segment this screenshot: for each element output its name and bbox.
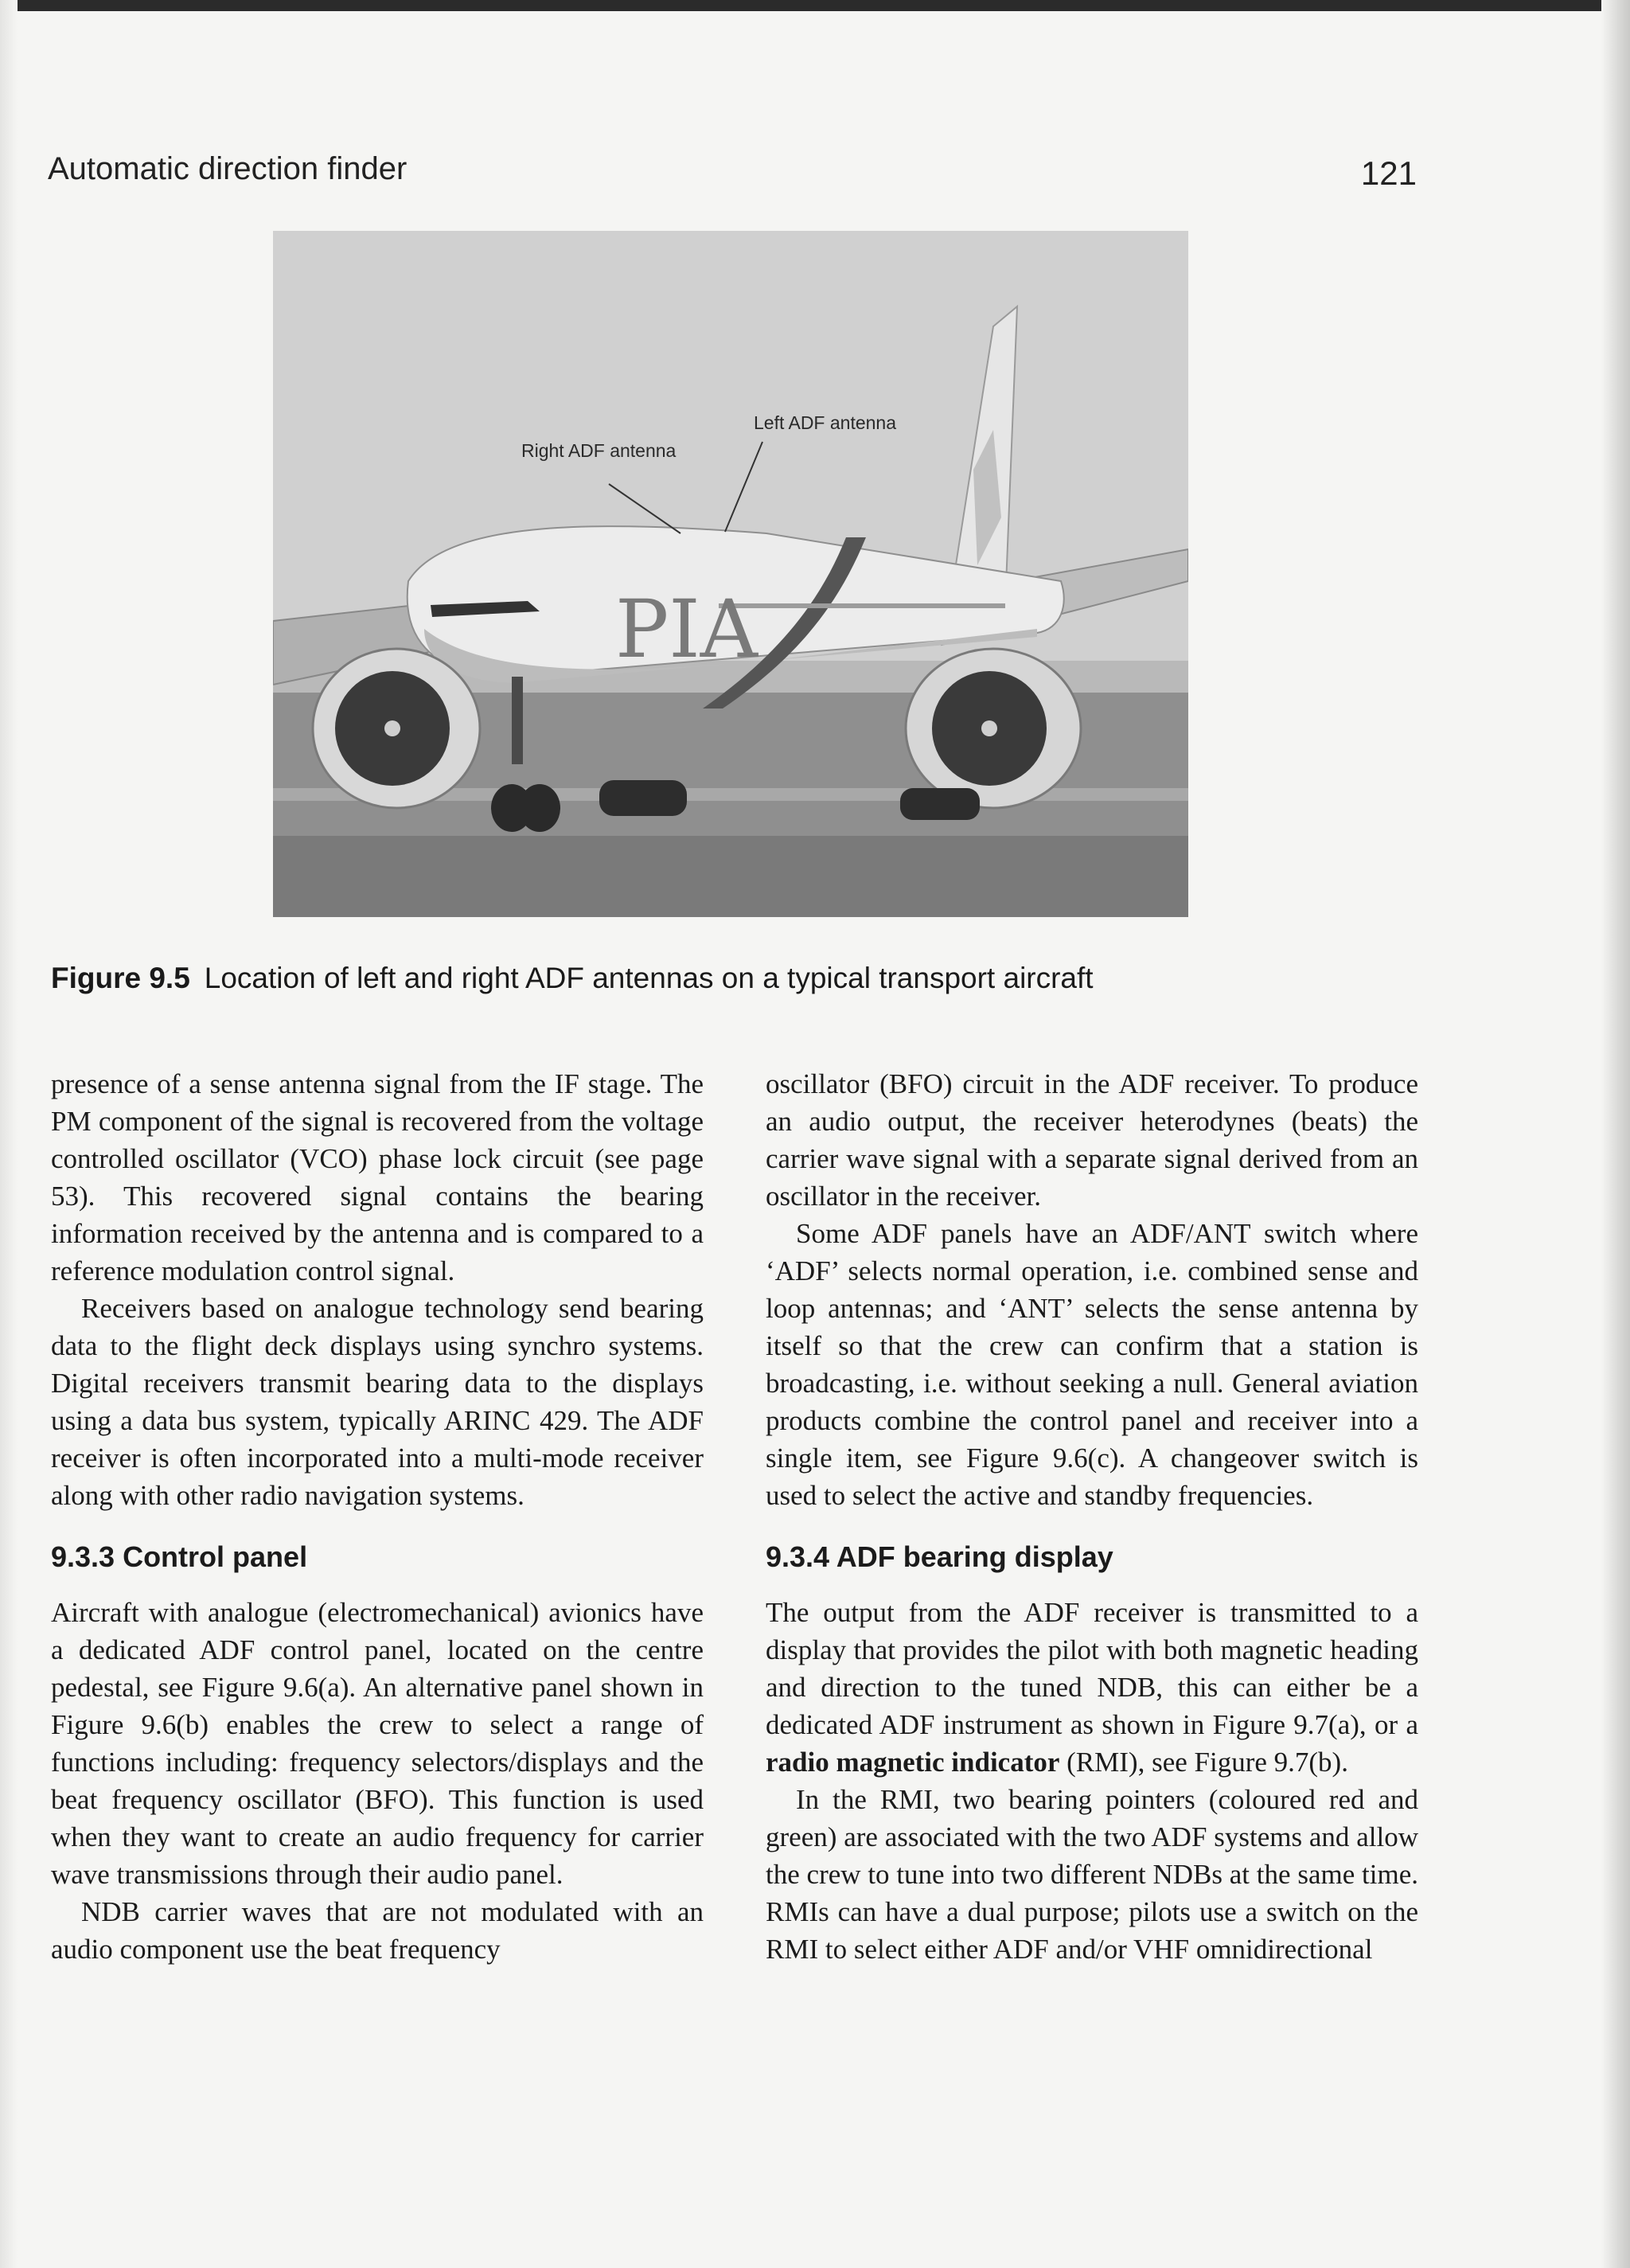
- figure-caption-text: Location of left and right ADF antennas on a typical transport aircraft: [204, 962, 1094, 994]
- running-title: Automatic direction finder: [48, 151, 408, 186]
- section-heading: 9.3.4 ADF bearing display: [766, 1540, 1113, 1573]
- section-heading: 9.3.3 Control panel: [51, 1540, 308, 1573]
- figure-caption: [51, 962, 1404, 995]
- paragraph-text: The output from the ADF receiver is transmitted to a display that provides the pilot with both magnetic heading and direction to the tuned NDB, this can either be a dedicated ADF instrument as shown in Figure 9.7(a), or a: [766, 1597, 1418, 1740]
- paragraph: Receivers based on analogue technology send bearing data to the flight deck displays using synchro systems. Digital receivers transmit bearing data to the displays using a data bus system, typically ARINC 429. The ADF receiver is often incorporated into a multi-mode receiver along with other radio navigation systems.: [51, 1293, 704, 1511]
- left-column: [51, 1065, 704, 1968]
- paragraph: presence of a sense antenna signal from the IF stage. The PM component of the signal is recovered from the voltage controlled oscillator (VCO) phase lock circuit (see page 53). This recovered signal contains the bearing information received by the antenna and is compared to a reference modulation control signal.: [51, 1068, 704, 1286]
- aircraft-illustration: [273, 231, 1188, 917]
- scan-edge-left: [0, 0, 18, 2268]
- aircraft-photo: [273, 231, 1188, 917]
- label-right-adf-antenna: Right ADF antenna: [521, 440, 677, 461]
- paragraph: In the RMI, two bearing pointers (coloured red and green) are associated with the two ADF systems and allow the crew to tune into two different NDBs at the same time. RMIs can have a dual purpose; pilots use a switch on the RMI to select either ADF and/or VHF omnidirectional: [766, 1784, 1418, 1965]
- figure-number: Figure 9.5: [51, 962, 190, 994]
- paragraph: Aircraft with analogue (electromechanical) avionics have a dedicated ADF control panel, located on the centre pedestal, see Figure 9.6(a). An alternative panel shown in Figure 9.6(b) enables the crew to select a range of functions including: frequency selectors/displays and the beat frequency oscillator (BFO). This function is used when they want to create an audio frequency for carrier wave transmissions through their audio panel.: [51, 1597, 704, 1890]
- page-number: 121: [1360, 154, 1417, 192]
- paragraph: Some ADF panels have an ADF/ANT switch where ‘ADF’ selects normal operation, i.e. combined sense and loop antennas; and ‘ANT’ selects the sense antenna by itself so that the crew can confirm that a station is broadcasting, i.e. without seeking a null. General aviation products combine the control panel and receiver into a single item, see Figure 9.6(c). A changeover switch is used to select the active and standby frequencies.: [766, 1218, 1418, 1511]
- scan-edge-top: [0, 0, 1630, 11]
- paragraph: [766, 1594, 1418, 1781]
- running-header: [48, 151, 1417, 199]
- paragraph: NDB carrier waves that are not modulated with an audio component use the beat frequency: [51, 1896, 704, 1965]
- bold-term: radio magnetic indicator: [766, 1747, 1060, 1778]
- paragraph-text: (RMI), see Figure 9.7(b).: [1067, 1747, 1348, 1778]
- paragraph: oscillator (BFO) circuit in the ADF receiver. To produce an audio output, the receiver heterodynes (beats) the carrier wave signal with a separate signal derived from an oscillator in the receiver.: [766, 1068, 1418, 1212]
- right-column: [766, 1065, 1418, 1968]
- airline-mark: PIA: [615, 583, 758, 676]
- scan-edge-right: [1601, 0, 1630, 2268]
- label-left-adf-antenna: Left ADF antenna: [754, 412, 897, 433]
